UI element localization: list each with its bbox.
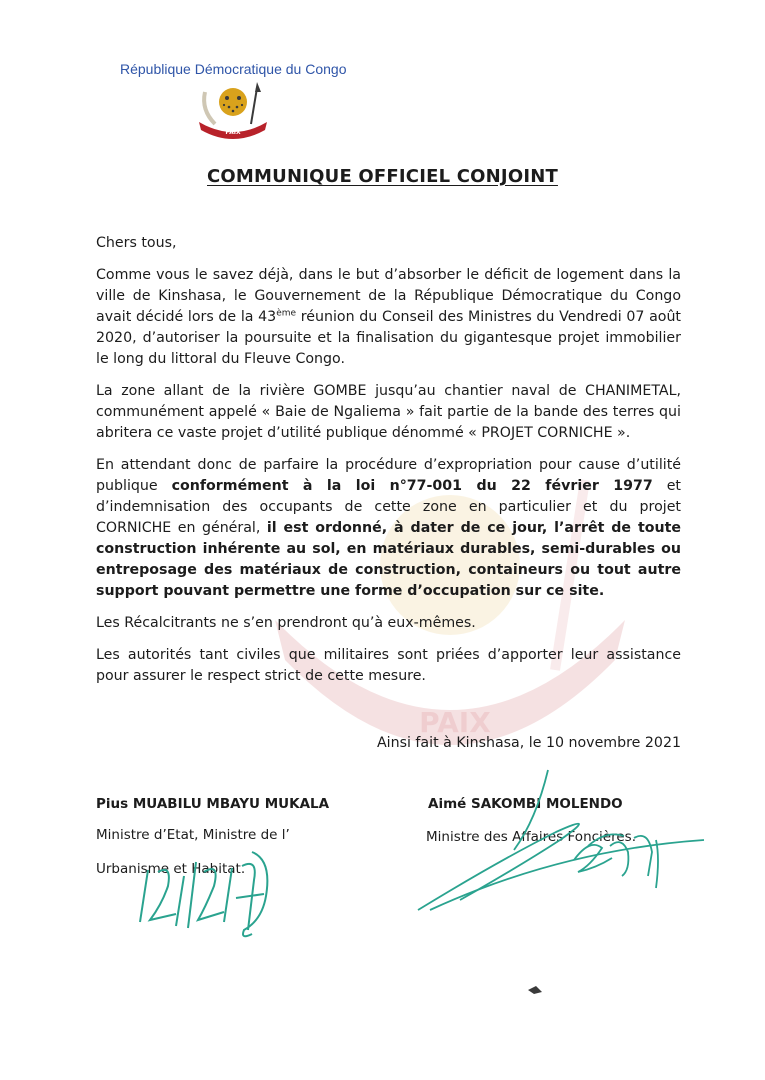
paragraph-3-a: En attendant donc de parfaire la procédure d’expropriation pour cause d’utilité publique (96, 457, 681, 494)
watermark-label: PAIX (419, 706, 491, 739)
paragraph-2: La zone allant de la rivière GOMBE jusqu’au chantier naval de CHANIMETAL, communément appelé « Baie de Ngaliema » fait partie de la bande des terres qui abritera ce vaste projet d’utilité publique dénommé « PROJET CORNICHE ». (96, 383, 681, 441)
paragraph-1 (96, 265, 681, 370)
document-title: COMMUNIQUE OFFICIEL CONJOINT (207, 166, 558, 187)
coat-of-arms-icon (193, 80, 273, 142)
paragraph-3-law-reference: conformément à la loi n°77-001 du 22 février 1977 (171, 478, 653, 494)
right-signatory-name: Aimé SAKOMBI MOLENDO (428, 796, 623, 812)
ink-mark-icon (528, 986, 542, 994)
paragraph-1-a: Comme vous le savez déjà, dans le but d’absorber le déficit de logement dans la ville de Kinshasa, le Gouvernement de la République Démocratique du Congo avait décidé lors de la 43 (96, 267, 681, 325)
left-signatory-role-line2: Urbanisme et Habitat. (96, 861, 246, 877)
paragraph-1-b: réunion du Conseil des Ministres du Vendredi 07 août 2020, d’autoriser la poursuite et la finalisation du gigantesque projet immobilier le long du littoral du Fleuve Congo. (96, 309, 681, 367)
paragraph-4: Les Récalcitrants ne s’en prendront qu’à eux-mêmes. (96, 615, 476, 631)
left-signatory-name: Pius MUABILU MBAYU MUKALA (96, 796, 330, 812)
greeting: Chers tous, (96, 235, 177, 251)
paragraph-3 (96, 455, 681, 602)
country-header: République Démocratique du Congo (120, 61, 347, 77)
emblem-motto: PAIX (225, 129, 241, 136)
communique-body (96, 233, 681, 698)
closing-line: Ainsi fait à Kinshasa, le 10 novembre 2021 (376, 735, 681, 751)
paragraph-3-c: et d’indemnisation des occupants de cette zone en particulier et du projet CORNICHE en général, (96, 478, 681, 536)
right-signatory-role: Ministre des Affaires Foncières. (426, 829, 636, 845)
left-signatory-role-line1: Ministre d’Etat, Ministre de l’ (96, 827, 290, 843)
paragraph-3-order: il est ordonné, à dater de ce jour, l’arrêt de toute construction inhérente au sol, en matériaux durables, semi-durables ou entreposage des matériaux de construction, containeurs ou tout autre support pouvant permettre une forme d’occupation sur ce site. (96, 520, 681, 599)
paragraph-1-sup: ème (276, 308, 297, 319)
paragraph-5: Les autorités tant civiles que militaires sont priées d’apporter leur assistance pour assurer le respect strict de cette mesure. (96, 647, 681, 684)
